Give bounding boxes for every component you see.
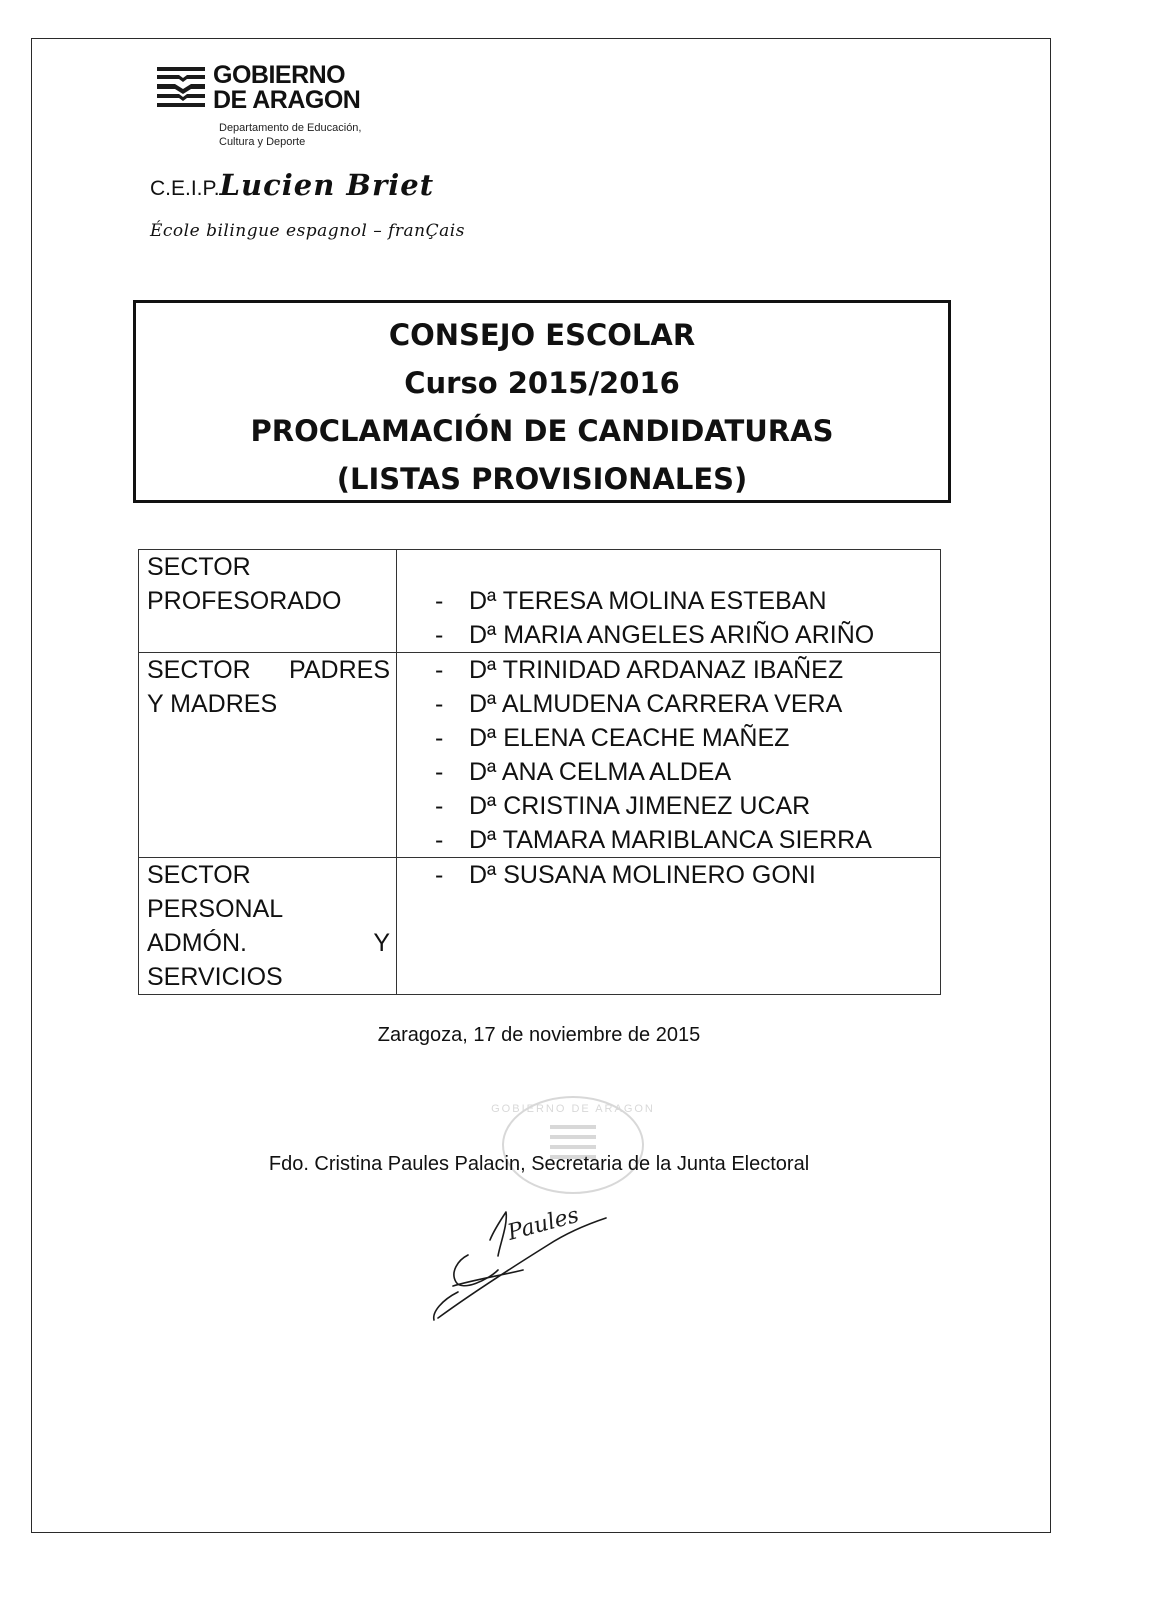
table-row (139, 858, 941, 995)
list-item: - Dª ANA CELMA ALDEA (435, 758, 732, 786)
table-row (139, 550, 941, 653)
candidates-cell (397, 550, 941, 653)
list-item: - Dª CRISTINA JIMENEZ UCAR (435, 792, 811, 820)
sector-label-line: PERSONAL (147, 895, 284, 923)
list-item: - Dª SUSANA MOLINERO GONI (435, 861, 816, 889)
sector-label-line: SECTOR (147, 861, 251, 889)
aragon-emblem-icon (157, 65, 211, 109)
sector-label-line: PROFESORADO (147, 587, 342, 615)
list-item: - Dª MARIA ANGELES ARIÑO ARIÑO (435, 621, 875, 649)
candidate-name: Dª MARIA ANGELES ARIÑO ARIÑO (469, 621, 875, 649)
school-tagline: École bilingue espagnol – franÇais (150, 221, 465, 241)
candidate-name: Dª ANA CELMA ALDEA (469, 758, 732, 786)
sector-label-line: SECTOR PADRES (147, 656, 390, 684)
signatory-line: Fdo. Cristina Paules Palacin, Secretaria de la Junta Electoral (268, 1153, 810, 1175)
document-date: Zaragoza, 17 de noviembre de 2015 (377, 1024, 701, 1046)
signature-text: Paules (505, 1202, 582, 1246)
department-line-1: Departamento de Educación, (219, 122, 362, 134)
school-prefix: C.E.I.P. (150, 177, 220, 200)
candidate-name: Dª CRISTINA JIMENEZ UCAR (469, 792, 811, 820)
seal-text: GOBIERNO DE ARAGON (491, 1103, 655, 1115)
list-item: - Dª TAMARA MARIBLANCA SIERRA (435, 826, 872, 854)
candidates-table (138, 549, 941, 995)
candidates-cell (397, 653, 941, 858)
candidate-name: Dª TRINIDAD ARDANAZ IBAÑEZ (469, 656, 844, 684)
list-item: - Dª ELENA CEACHE MAÑEZ (435, 724, 790, 752)
sector-cell (139, 550, 397, 653)
list-item: - Dª TRINIDAD ARDANAZ IBAÑEZ (435, 656, 844, 684)
department-line-2: Cultura y Deporte (219, 136, 306, 148)
department-name (219, 121, 361, 149)
handwritten-signature (428, 1200, 618, 1330)
table-row (139, 653, 941, 858)
official-seal-stamp (488, 1090, 658, 1200)
sector-cell (139, 653, 397, 858)
candidate-name: Dª SUSANA MOLINERO GONI (469, 861, 816, 889)
list-item: - Dª ALMUDENA CARRERA VERA (435, 690, 843, 718)
candidate-name: Dª TERESA MOLINA ESTEBAN (469, 587, 827, 615)
sector-cell (139, 858, 397, 995)
candidates-cell (397, 858, 941, 995)
sector-label-line: ADMÓN. Y (147, 929, 390, 957)
sector-label-line: Y MADRES (147, 690, 278, 718)
logo-wordmark (213, 63, 360, 113)
list-item: - Dª TERESA MOLINA ESTEBAN (435, 587, 827, 615)
logo-line-1: GOBIERNO (213, 61, 346, 89)
candidate-name: Dª ALMUDENA CARRERA VERA (469, 690, 843, 718)
candidate-name: Dª TAMARA MARIBLANCA SIERRA (469, 826, 872, 854)
logo-line-2: DE ARAGON (213, 86, 361, 114)
sector-label-line: SERVICIOS (147, 963, 283, 991)
title-lists: (LISTAS PROVISIONALES) (336, 462, 748, 496)
title-course: Curso 2015/2016 (404, 366, 680, 400)
school-name: Lucien Briet (219, 168, 435, 202)
school-heading (150, 168, 434, 208)
candidate-name: Dª ELENA CEACHE MAÑEZ (469, 724, 790, 752)
sector-label-line: SECTOR (147, 553, 251, 581)
title-proclamation: PROCLAMACIÓN DE CANDIDATURAS (250, 414, 834, 448)
gobierno-aragon-logo (157, 63, 437, 153)
title-council: CONSEJO ESCOLAR (388, 318, 696, 352)
title-box (133, 300, 951, 503)
